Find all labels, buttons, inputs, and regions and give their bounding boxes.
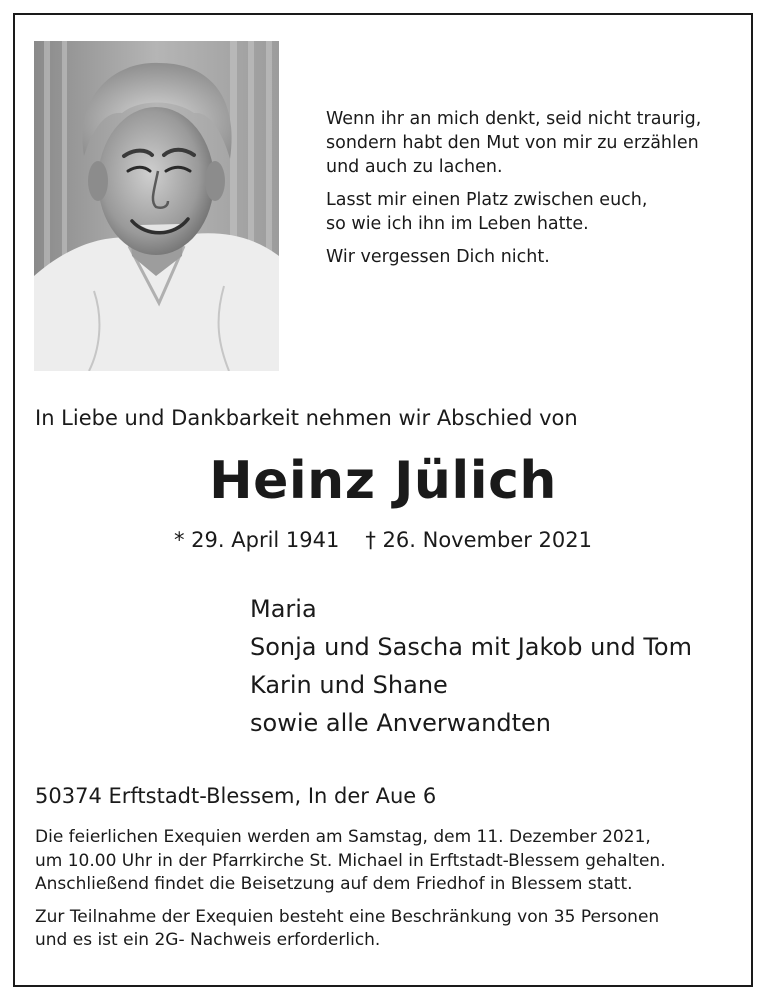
poem-stanza-3: Wir vergessen Dich nicht. (326, 247, 550, 267)
poem (326, 107, 746, 278)
ceremony-details: Die feierlichen Exequien werden am Samstag, dem 11. Dezember 2021, um 10.00 Uhr in der Pfarrkirche St. Michael in Erftstadt-Blessem gehalten. Anschließend findet die Beisetzung auf dem Friedhof in Blessem statt. (35, 827, 666, 894)
poem-stanza-2: Lasst mir einen Platz zwischen euch, so wie ich ihn im Leben hatte. (326, 190, 648, 234)
portrait-photo (34, 41, 279, 371)
mourners-list (250, 590, 692, 742)
death-date: † 26. November 2021 (365, 528, 592, 552)
attendance-restriction: Zur Teilnahme der Exequien besteht eine Beschränkung von 35 Personen und es ist ein 2G- Nachweis erforderlich. (35, 906, 660, 950)
mourner-line: Maria (250, 595, 317, 623)
birth-date: * 29. April 1941 (174, 528, 340, 552)
mourner-line: sowie alle Anverwandten (250, 709, 551, 737)
funeral-notice (35, 826, 745, 962)
mourner-line: Sonja und Sascha mit Jakob und Tom (250, 633, 692, 661)
address: 50374 Erftstadt-Blessem, In der Aue 6 (35, 784, 437, 808)
poem-stanza-1: Wenn ihr an mich denkt, seid nicht traurig, sondern habt den Mut von mir zu erzählen und auch zu lachen. (326, 109, 702, 177)
intro-text: In Liebe und Dankbarkeit nehmen wir Abschied von (35, 406, 578, 430)
mourner-line: Karin und Shane (250, 671, 448, 699)
life-dates (0, 526, 766, 554)
deceased-name: Heinz Jülich (209, 451, 557, 511)
